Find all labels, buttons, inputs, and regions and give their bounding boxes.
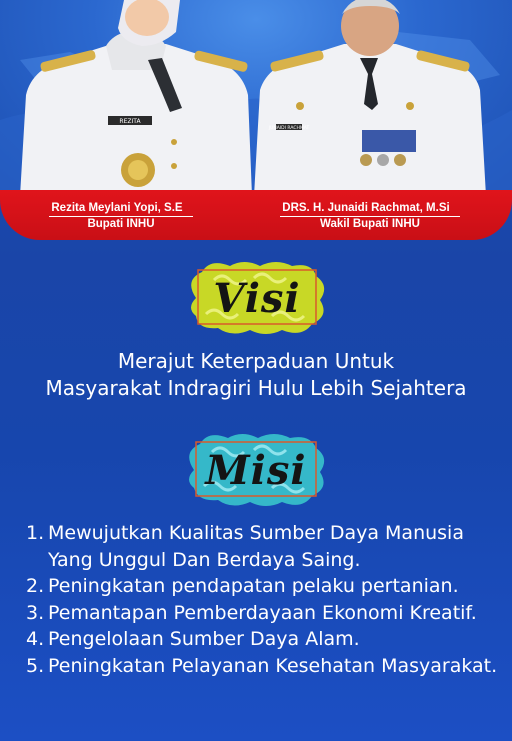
list-item-text: Peningkatan Pelayanan Kesehatan Masyarakat.	[48, 654, 498, 677]
wakil-bupati-name: DRS. H. Junaidi Rachmat, M.Si	[280, 201, 459, 217]
visi-line-1: Merajut Keterpaduan Untuk	[117, 349, 395, 373]
list-item	[26, 600, 506, 627]
visi-title: Visi	[213, 274, 301, 322]
wakil-bupati-nametag: JUNAIDI RACHMAT	[268, 126, 310, 131]
list-item-text: Pemantapan Pemberdayaan Ekonomi Kreatif.	[48, 601, 477, 624]
list-item-text: Peningkatan pendapatan pelaku pertanian.	[48, 575, 459, 597]
list-item-number: 5.	[26, 654, 45, 677]
list-item	[26, 573, 506, 600]
visi-badge	[184, 258, 330, 338]
bupati-caption	[36, 201, 206, 232]
misi-list	[26, 520, 506, 679]
bupati-nametag: REZITA	[119, 118, 141, 125]
bupati-name: Rezita Meylani Yopi, S.E	[49, 201, 192, 217]
list-item	[26, 626, 506, 653]
officials-photo	[0, 0, 512, 196]
list-item-number: 1.	[26, 522, 45, 544]
wakil-bupati-portrait	[254, 0, 486, 196]
wakil-bupati-role: Wakil Bupati INHU	[320, 218, 420, 230]
list-item-text: Mewujutkan Kualitas Sumber Daya Manusia Yang Unggul Dan Berdaya Saing.	[48, 522, 464, 571]
list-item	[26, 520, 506, 573]
list-item	[26, 653, 506, 680]
list-item-number: 4.	[26, 628, 45, 650]
bupati-role: Bupati INHU	[87, 218, 155, 230]
wakil-bupati-caption	[270, 201, 470, 232]
misi-badge	[182, 430, 330, 510]
visi-line-2: Masyarakat Indragiri Hulu Lebih Sejahtera	[45, 376, 467, 400]
list-item-number: 3.	[26, 601, 45, 624]
list-item-text: Pengelolaan Sumber Daya Alam.	[48, 628, 360, 650]
misi-title: Misi	[205, 446, 307, 494]
list-item-number: 2.	[26, 575, 45, 597]
bupati-portrait	[20, 0, 252, 196]
visi-statement	[0, 348, 512, 402]
